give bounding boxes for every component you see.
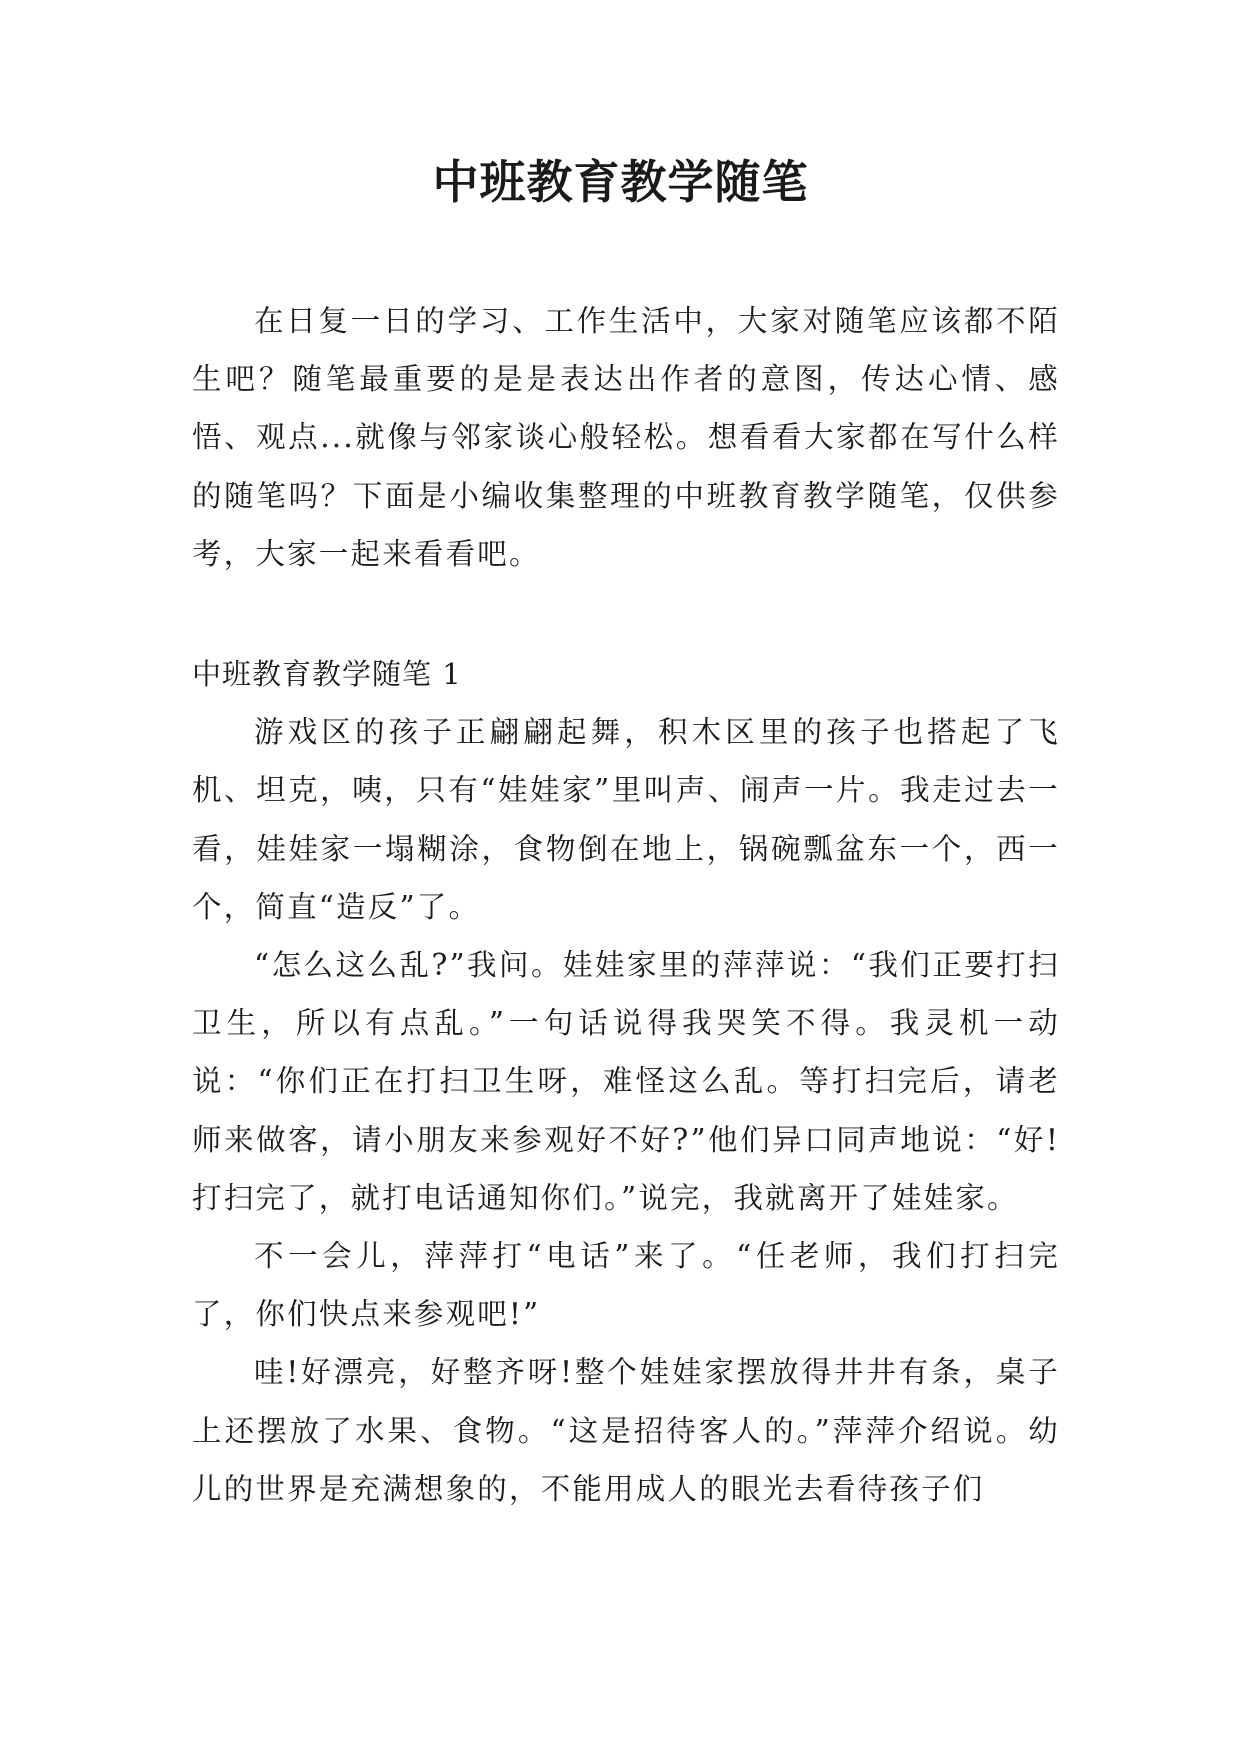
body-paragraph: 不一会儿，萍萍打“电话”来了。“任老师，我们打扫完了，你们快点来参观吧!” bbox=[192, 1239, 1060, 1332]
body-paragraph: “怎么这么乱?”我问。娃娃家里的萍萍说：“我们正要打扫卫生，所以有点乱。”一句话说得我哭笑不得。我灵机一动说：“你们正在打扫卫生呀，难怪这么乱。等打扫完后，请老师来做客，请小朋友来参观好不好?”他们异口同声地说：“好!打扫完了，就打电话通知你们。”说完，我就离开了娃娃家。 bbox=[192, 948, 1060, 1215]
body-paragraph: 游戏区的孩子正翩翩起舞，积木区里的孩子也搭起了飞机、坦克，咦，只有“娃娃家”里叫声、闹声一片。我走过去一看，娃娃家一塌糊涂，食物倒在地上，锅碗瓢盆东一个，西一个，简直“造反”了。 bbox=[192, 715, 1060, 924]
section-heading: 中班教育教学随笔 1 bbox=[192, 657, 462, 692]
document-body bbox=[192, 292, 1060, 1518]
intro-paragraph: 在日复一日的学习、工作生活中，大家对随笔应该都不陌生吧？随笔最重要的是是表达出作者的意图，传达心情、感悟、观点...就像与邻家谈心般轻松。想看看大家都在写什么样的随笔吗？下面是小编收集整理的中班教育教学随笔，仅供参考，大家一起来看看吧。 bbox=[192, 304, 1060, 571]
document-title: 中班教育教学随笔 bbox=[432, 155, 809, 209]
spacer bbox=[192, 583, 1060, 645]
body-paragraph: 哇!好漂亮，好整齐呀!整个娃娃家摆放得井井有条，桌子上还摆放了水果、食物。“这是招待客人的。”萍萍介绍说。幼儿的世界是充满想象的，不能用成人的眼光去看待孩子们 bbox=[192, 1355, 1060, 1506]
